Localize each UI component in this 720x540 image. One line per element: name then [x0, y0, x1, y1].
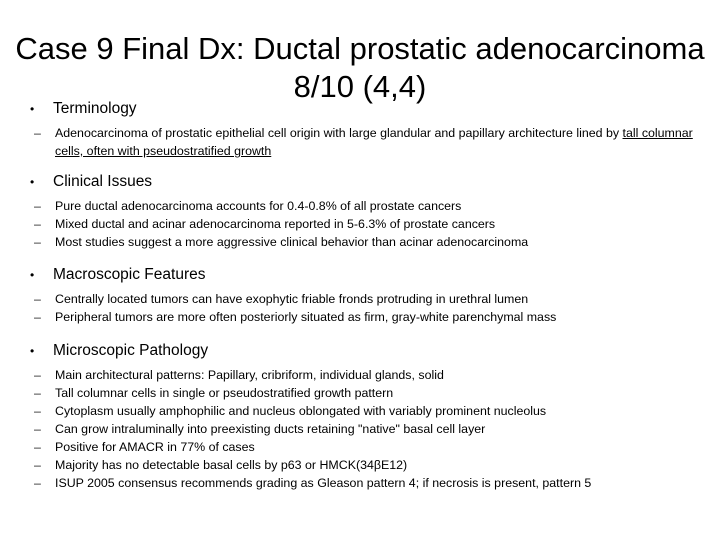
bullet-icon: •: [30, 344, 35, 358]
dash-icon: –: [34, 386, 41, 400]
list-item-text: Positive for AMACR in 77% of cases: [55, 440, 255, 454]
list-item: [34, 308, 710, 326]
list-item: [34, 420, 710, 438]
dash-icon: –: [34, 199, 41, 213]
list-item-text: [55, 124, 710, 160]
list-item-text: ISUP 2005 consensus recommends grading as Gleason pattern 4; if necrosis is present, pattern 5: [55, 476, 592, 490]
section-heading-row: [30, 100, 710, 118]
list-item: [34, 474, 710, 492]
list-item-text: Tall columnar cells in single or pseudostratified growth pattern: [55, 386, 394, 400]
list-item-text: Mixed ductal and acinar adenocarcinoma reported in 5-6.3% of prostate cancers: [55, 217, 496, 231]
section-heading-row: [30, 266, 710, 284]
list-item: [34, 402, 710, 420]
bullet-icon: •: [30, 175, 35, 189]
list-item-text: Centrally located tumors can have exophytic friable fronds protruding in urethral lumen: [55, 292, 529, 306]
bullet-icon: •: [30, 268, 35, 282]
dash-icon: –: [34, 292, 41, 306]
section-heading: Microscopic Pathology: [53, 342, 209, 359]
dash-icon: –: [34, 235, 41, 249]
section-heading: Clinical Issues: [53, 173, 153, 190]
sub-list: [30, 366, 710, 492]
list-item: [34, 233, 710, 251]
dash-icon: –: [34, 368, 41, 382]
dash-icon: –: [34, 440, 41, 454]
section-heading: Macroscopic Features: [53, 266, 206, 283]
list-item-text: Main architectural patterns: Papillary, cribriform, individual glands, solid: [55, 368, 444, 382]
dash-icon: –: [34, 476, 41, 490]
section-terminology: [30, 100, 710, 160]
dash-icon: –: [34, 217, 41, 231]
list-item-text: Peripheral tumors are more often posteriorly situated as firm, gray-white parenchymal mass: [55, 310, 557, 324]
dash-icon: –: [34, 126, 41, 140]
list-item: [34, 366, 710, 384]
list-item: [34, 197, 710, 215]
section-microscopic-pathology: [30, 342, 710, 492]
list-item-text: Most studies suggest a more aggressive clinical behavior than acinar adenocarcinoma: [55, 235, 529, 249]
list-item: [34, 438, 710, 456]
list-item-text: Can grow intraluminally into preexisting ducts retaining "native" basal cell layer: [55, 422, 486, 436]
underlined-text: tall columnar cells, often with pseudostratified growth: [55, 126, 693, 158]
list-item: [34, 456, 710, 474]
section-heading-row: [30, 342, 710, 360]
slide-title: Case 9 Final Dx: Ductal prostatic adenocarcinoma 8/10 (4,4): [15, 31, 705, 104]
sub-list: [30, 124, 710, 160]
list-item-text: Cytoplasm usually amphophilic and nucleus oblongated with variably prominent nucleolus: [55, 404, 547, 418]
sub-list: [30, 290, 710, 326]
list-item-text-part: Adenocarcinoma of prostatic epithelial cell origin with large glandular and papillary architecture lined by: [55, 126, 623, 140]
section-clinical-issues: [30, 173, 710, 251]
list-item-text: Majority has no detectable basal cells by p63 or HMCK(34βE12): [55, 458, 408, 472]
sub-list: [30, 197, 710, 251]
dash-icon: –: [34, 310, 41, 324]
section-macroscopic-features: [30, 266, 710, 326]
section-heading-row: [30, 173, 710, 191]
bullet-icon: •: [30, 102, 35, 116]
list-item: [34, 124, 710, 160]
list-item: [34, 384, 710, 402]
list-item-text: Pure ductal adenocarcinoma accounts for 0.4-0.8% of all prostate cancers: [55, 199, 462, 213]
dash-icon: –: [34, 404, 41, 418]
list-item: [34, 215, 710, 233]
list-item: [34, 290, 710, 308]
section-heading: Terminology: [53, 100, 137, 117]
dash-icon: –: [34, 458, 41, 472]
dash-icon: –: [34, 422, 41, 436]
